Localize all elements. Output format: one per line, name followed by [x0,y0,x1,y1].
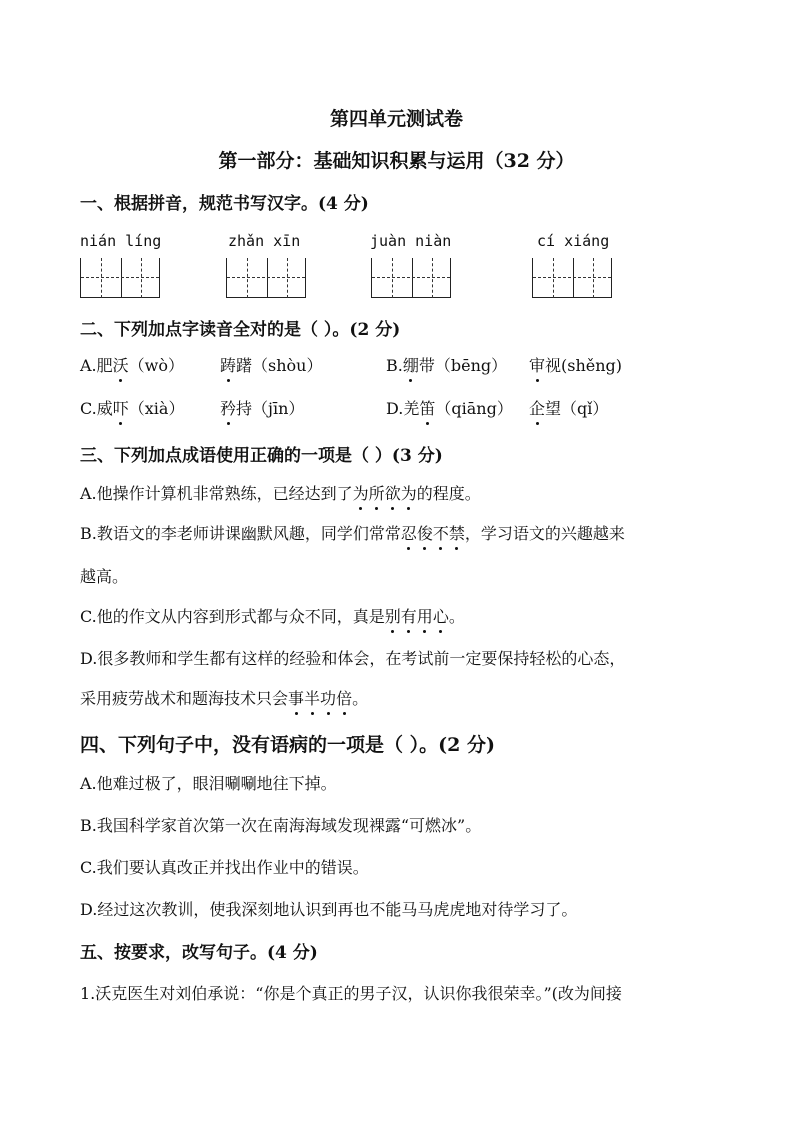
q2-option-a1: A.肥沃（wò） [80,353,184,376]
pinyin-3: juàn niàn [370,232,452,250]
q2-option-d1: D.羌笛（qiāng） [386,396,513,419]
q5-item-1: 1.沃克医生对刘伯承说：“你是个真正的男子汉，认识你我很荣幸。”(改为间接 [80,984,622,1003]
q3-option-b: B.教语文的李老师讲课幽默风趣，同学们常常忍俊不禁，学习语文的兴趣越来 [80,521,625,544]
q3-option-d-line1: D.很多教师和学生都有这样的经验和体会，在考试前一定要保持轻松的心态， [80,649,626,668]
pinyin-2: zhǎn xīn [228,232,301,250]
q3-option-c: C.他的作文从内容到形式都与众不同，真是别有用心。 [80,604,465,627]
q2-option-c2: 矜持（jīn） [220,396,304,419]
section-title: 第一部分：基础知识积累与运用（32 分） [218,150,575,172]
q2-option-d2: 企望（qǐ） [529,396,608,419]
q4-heading: 四、下列句子中，没有语病的一项是（ ）。(2 分) [80,734,495,756]
q2-option-b2: 审视(shěng) [529,353,622,376]
page-title: 第四单元测试卷 [329,108,463,130]
q5-heading: 五、按要求，改写句子。(4 分) [80,943,318,963]
q1-heading: 一、根据拼音，规范书写汉字。(4 分) [80,194,369,214]
q4-option-d: D.经过这次教训，使我深刻地认识到再也不能马马虎虎地对待学习了。 [80,900,578,919]
writing-grid-4[interactable] [532,258,612,298]
q4-option-c: C.我们要认真改正并找出作业中的错误。 [80,858,369,877]
q4-option-a: A.他难过极了，眼泪唰唰地往下掉。 [80,774,337,793]
q4-option-b: B.我国科学家首次第一次在南海海域发现裸露“可燃冰”。 [80,816,482,835]
q2-option-b1: B.绷带（bēng） [386,353,507,376]
q2-heading: 二、下列加点字读音全对的是（ ）。(2 分) [80,320,401,340]
pinyin-4: cí xiáng [537,232,610,250]
q3-option-a: A.他操作计算机非常熟练，已经达到了为所欲为的程度。 [80,481,481,504]
writing-grid-3[interactable] [371,258,451,298]
writing-grid-2[interactable] [226,258,306,298]
q2-option-c1: C.威吓（xià） [80,396,184,419]
q2-option-a2: 踌躇（shòu） [220,353,322,376]
q3-heading: 三、下列加点成语使用正确的一项是（ ）(3 分) [80,446,443,466]
writing-grid-1[interactable] [80,258,160,298]
q3-option-b-cont: 越高。 [80,567,129,586]
q3-option-d-line2: 采用疲劳战术和题海技术只会事半功倍。 [80,686,368,709]
pinyin-1: nián líng [80,232,162,250]
